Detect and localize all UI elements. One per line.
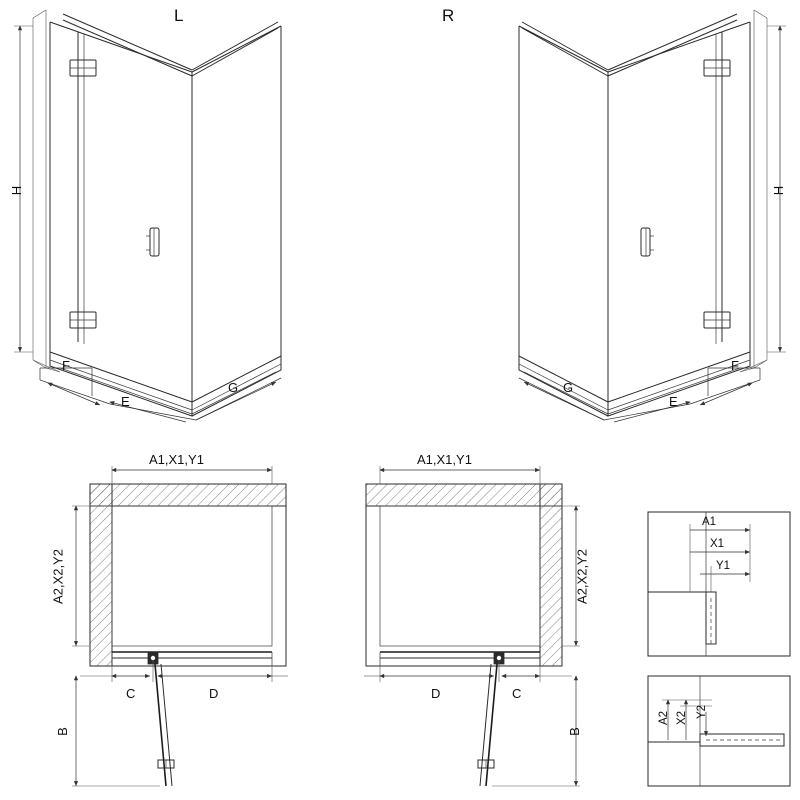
detail-top: [648, 512, 790, 656]
dim-label-g-left: G: [228, 380, 239, 395]
detail-bottom-dim-a2: A2: [658, 710, 671, 726]
plan-left-top-dim: A1,X1,Y1: [149, 452, 204, 467]
plan-left-side-dim: A2,X2,Y2: [50, 549, 66, 604]
detail-top-dim-x1: X1: [710, 538, 725, 550]
plan-right-dim-c: C: [512, 686, 522, 701]
dim-label-e-right: E: [669, 394, 678, 409]
dim-label-f-left: F: [62, 358, 70, 373]
plan-view-right: [364, 466, 580, 786]
view-label-left: L: [174, 6, 184, 25]
plan-view-left: [72, 466, 288, 786]
dim-label-h-right: H: [771, 185, 787, 196]
iso-view-right: [519, 10, 786, 422]
dim-label-h-left: H: [9, 185, 25, 196]
detail-bottom: [648, 676, 790, 786]
dim-label-e-left: E: [121, 394, 130, 409]
plan-right-side-dim: A2,X2,Y2: [574, 549, 590, 604]
detail-top-dim-y1: Y1: [716, 560, 731, 572]
plan-left-dim-b: B: [54, 727, 70, 736]
dim-label-g-right: G: [563, 380, 574, 395]
plan-right-dim-d: D: [431, 686, 441, 701]
plan-right-dim-b: B: [566, 727, 582, 736]
detail-bottom-dim-x2: X2: [676, 710, 689, 726]
detail-top-dim-a1: A1: [702, 516, 717, 528]
plan-right-top-dim: A1,X1,Y1: [417, 452, 472, 467]
iso-view-left: [14, 10, 281, 422]
detail-bottom-dim-y2: Y2: [696, 704, 709, 720]
plan-left-dim-c: C: [126, 686, 136, 701]
dim-label-f-right: F: [731, 358, 739, 373]
plan-left-dim-d: D: [209, 686, 219, 701]
view-label-right: R: [442, 6, 455, 25]
